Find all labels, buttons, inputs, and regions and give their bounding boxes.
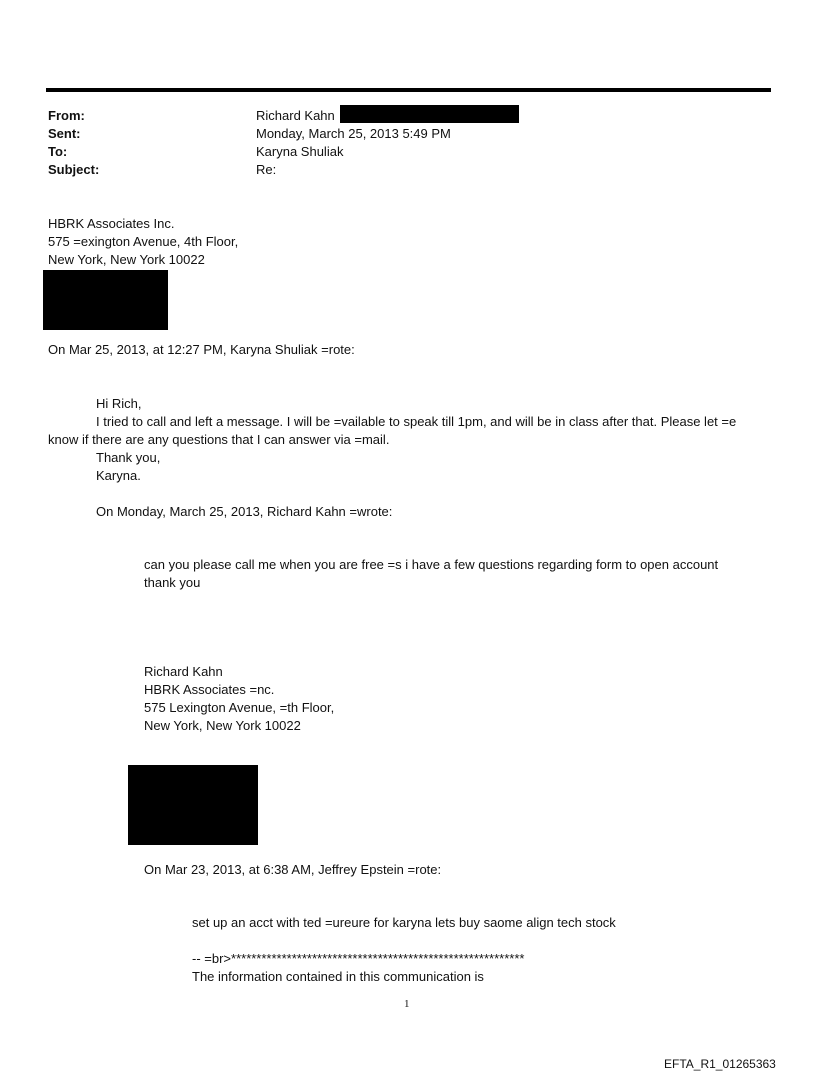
quote1-body-line1: I tried to call and left a message. I will be =vailable to speak till 1pm, and will be in class after that. Please let =e bbox=[96, 414, 737, 429]
quote2-body-line1: can you please call me when you are free =s i have a few questions regarding form to open account bbox=[144, 557, 719, 572]
quote1-intro: On Mar 25, 2013, at 12:27 PM, Karyna Shuliak =rote: bbox=[48, 342, 355, 357]
quote3-separator: -- =br>********************************************************** bbox=[192, 951, 525, 966]
quote1-name: Karyna. bbox=[96, 468, 141, 483]
quote1-thanks: Thank you, bbox=[96, 450, 161, 465]
from-value: Richard Kahn bbox=[256, 108, 335, 123]
quote2-sig-company: HBRK Associates =nc. bbox=[144, 682, 275, 697]
subject-value: Re: bbox=[256, 162, 277, 177]
quote1-greeting: Hi Rich, bbox=[96, 396, 142, 411]
to-label: To: bbox=[48, 144, 68, 159]
sent-label: Sent: bbox=[48, 126, 81, 141]
quote2-body-line2: thank you bbox=[144, 575, 201, 590]
quote2-sig-city: New York, New York 10022 bbox=[144, 718, 301, 733]
quote2-sig-address: 575 Lexington Avenue, =th Floor, bbox=[144, 700, 335, 715]
subject-label: Subject: bbox=[48, 162, 100, 177]
quote2-intro: On Monday, March 25, 2013, Richard Kahn =wrote: bbox=[96, 504, 393, 519]
redaction-block-2 bbox=[128, 765, 258, 845]
quote3-body: set up an acct with ted =ureure for karyna lets buy saome align tech stock bbox=[192, 915, 616, 930]
signature-company: HBRK Associates Inc. bbox=[48, 216, 175, 231]
quote3-info-line: The information contained in this communication is bbox=[192, 969, 484, 984]
to-value: Karyna Shuliak bbox=[256, 144, 344, 159]
redaction-block-1 bbox=[43, 270, 168, 330]
page-number: 1 bbox=[404, 998, 410, 1010]
redaction-email bbox=[340, 105, 519, 123]
quote2-sig-name: Richard Kahn bbox=[144, 664, 223, 679]
sent-value: Monday, March 25, 2013 5:49 PM bbox=[256, 126, 451, 141]
quote3-intro: On Mar 23, 2013, at 6:38 AM, Jeffrey Epstein =rote: bbox=[144, 862, 442, 877]
bates-number: EFTA_R1_01265363 bbox=[664, 1057, 776, 1071]
signature-city: New York, New York 10022 bbox=[48, 252, 205, 267]
header-rule bbox=[46, 88, 771, 92]
from-label: From: bbox=[48, 108, 85, 123]
signature-address: 575 =exington Avenue, 4th Floor, bbox=[48, 234, 239, 249]
quote1-body-line2: know if there are any questions that I can answer via =mail. bbox=[48, 432, 390, 447]
